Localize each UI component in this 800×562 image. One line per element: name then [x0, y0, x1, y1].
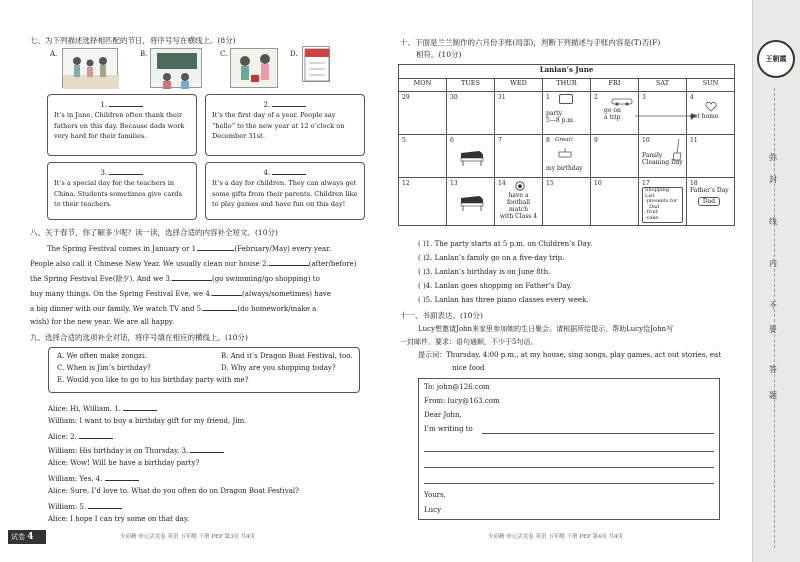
statement-1[interactable]: ( )1. The party starts at 5 p.m. on Children’s Day. — [418, 240, 593, 248]
fathers-day-picture — [62, 48, 118, 88]
writing-line-1[interactable] — [482, 433, 714, 434]
date-number: 7 — [498, 137, 502, 144]
note-presents-for: ·presents for — [645, 198, 678, 205]
passage-text: People also call it Chinese New Year. We usually clean our house 2. — [30, 260, 269, 268]
seal-char: 题 — [769, 391, 777, 400]
calendar-cell-party — [543, 92, 591, 135]
date-number: 11 — [690, 137, 698, 144]
football-icon — [515, 181, 525, 191]
hint-words-2: nice food — [452, 364, 485, 372]
dialog-line-3 — [48, 431, 113, 442]
seal-char: 要 — [769, 325, 777, 334]
date-number: 18 — [690, 180, 698, 187]
dialog-line-9: Alice: I hope I can try some on that day. — [48, 515, 190, 523]
section8-title: 八、关于春节，你了解多少呢？读一读，选择合适的内容补全短文。(10分) — [30, 228, 278, 237]
option-b: B. And it’s Dragon Boat Festival, too. — [221, 352, 353, 360]
seal-char: 线 — [769, 217, 777, 226]
lanlan-june-calendar — [398, 64, 735, 226]
calendar-cell-piano — [447, 135, 495, 178]
day-header-tues: TUES — [447, 79, 495, 92]
note-have-a: have a — [508, 192, 529, 199]
answer-blank-4[interactable] — [272, 167, 306, 175]
publisher-badge-text: 王朝霞 — [765, 54, 787, 63]
option-a: A. We often make zongzi. — [57, 352, 147, 360]
writing-prompt-1: Lucy想邀请John来家里参加她的生日聚会。请根据所给提示，帮助Lucy给John写 — [418, 325, 674, 333]
date-number: 31 — [498, 94, 506, 101]
date-number: 12 — [402, 180, 410, 187]
email-greeting: Dear John, — [424, 411, 462, 419]
day-header-sun: SUN — [687, 79, 735, 92]
writing-line-4[interactable] — [424, 483, 714, 484]
calendar-cell — [399, 135, 447, 178]
option-d: D. Why are you shopping today? — [221, 364, 336, 372]
passage-text: The Spring Festival comes in January or 1. — [47, 245, 199, 253]
festival-card-2 — [205, 94, 365, 156]
date-number: 5 — [402, 137, 406, 144]
right-footer-info: 少而精·单元活页卷 英语 五年级 下册 PEP 第4页 共4页 — [488, 534, 624, 540]
email-opening: I’m writing to — [424, 425, 473, 433]
dialog-line-2: William: I want to buy a birthday gift for my friend, Jim. — [48, 417, 247, 425]
new-year-calendar-picture — [302, 46, 330, 82]
dialog-text: William: Yes. 4. — [48, 475, 103, 483]
calendar-cell — [591, 135, 639, 178]
date-number: 30 — [450, 94, 458, 101]
passage-line-1 — [47, 243, 331, 254]
card-number: 3. — [100, 169, 108, 177]
day-header-wed: WED — [495, 79, 543, 92]
calendar-page-icon — [303, 47, 331, 83]
dialog-line-6 — [48, 473, 139, 484]
shopping-list-note — [642, 187, 683, 223]
passage-blank-5[interactable] — [203, 303, 237, 311]
section11-title: 十一、书面表达。(10分) — [400, 311, 483, 320]
writing-line-3[interactable] — [424, 467, 714, 468]
car-icon — [611, 96, 633, 106]
heart-icon — [705, 102, 717, 112]
option-d-label: D. — [290, 50, 298, 58]
writing-prompt-2: 一封邮件。要求：语句通顺，不少于5句话。 — [400, 338, 538, 346]
section7-title: 七、为下列描述选择相匹配的节日，将序号写在横线上。(8分) — [30, 36, 236, 45]
date-number: 17 — [642, 180, 650, 187]
date-number: 9 — [594, 137, 598, 144]
card-number: 4. — [263, 169, 271, 177]
calendar-cell-fathers-day — [687, 178, 735, 226]
calendar-cell — [399, 178, 447, 226]
passage-blank-3[interactable] — [172, 273, 212, 281]
statement-4[interactable]: ( )4. Lanlan goes shopping on Father’s Day. — [418, 282, 572, 290]
dialog-text: Alice: 2. — [48, 433, 77, 441]
seal-char: 弥 — [769, 153, 777, 162]
option-e: E. Would you like to go to his birthday party with me? — [57, 376, 249, 384]
answer-blank-2[interactable] — [272, 99, 306, 107]
card-text: It’s a special day for the teachers in China. Students sometimes give cards to their teachers. — [54, 179, 183, 208]
hint-words-1: 提示词：Thursday, 4:00 p.m., at my house, sing songs, play games, act out stories, eat — [418, 351, 722, 359]
note-trip-1: go on — [604, 107, 621, 114]
passage-text: (do homework/make a — [237, 305, 317, 313]
calendar-cell-piano — [447, 178, 495, 226]
card-text: It’s in June. Children often thank their fathers on this day. Because dads work very hard for their families. — [54, 111, 185, 140]
piano-icon — [459, 192, 485, 212]
date-number: 15 — [546, 180, 554, 187]
option-c-label: C. — [220, 50, 228, 58]
dialog-text: William: 5. — [48, 503, 87, 511]
card-text: It’s a day for children. They can always get some gifts from their parents. Children like to play games and have fun on this day! — [212, 179, 358, 208]
calendar-cell-shopping — [639, 178, 687, 226]
note-with-class-4: with Class 4 — [499, 213, 538, 220]
passage-blank-1[interactable] — [198, 243, 234, 251]
option-c: C. When is Jim’s birthday? — [57, 364, 151, 372]
exam-tag-label: 试卷 — [11, 533, 25, 541]
card-number: 1. — [100, 101, 108, 109]
family-illustration — [63, 49, 119, 89]
day-header-thur: THUR — [543, 79, 591, 92]
note-party-time: 5—8 p.m. — [546, 117, 575, 124]
passage-text: the Spring Festival Eve(除夕). And we 3. — [30, 275, 173, 283]
passage-line-6: wish) for the new year. We are all happy. — [30, 318, 175, 326]
day-header-fri: FRI — [591, 79, 639, 92]
date-number: 2 — [594, 94, 598, 101]
calendar-cell — [591, 178, 639, 226]
statement-5[interactable]: ( )5. Lanlan has three piano classes every week. — [418, 296, 589, 304]
email-to: To: john@126.com — [424, 383, 490, 391]
section10-title: 十、下面是兰兰制作的六月份手账(局部)，判断下列描述与手账内容是(T)否(F) — [400, 38, 661, 47]
dialog-blank-5[interactable] — [88, 501, 122, 509]
seal-margin-band — [752, 0, 800, 562]
date-number: 8 — [546, 137, 550, 144]
date-number: 14 — [498, 180, 506, 187]
exam-tag — [8, 530, 46, 544]
date-number: 4 — [690, 94, 694, 101]
passage-text: (after/before) — [308, 260, 357, 268]
dialog-blank-4[interactable] — [105, 473, 139, 481]
calendar-cell — [543, 178, 591, 226]
note-cake: ·cake — [645, 214, 659, 221]
dialog-line-1 — [48, 403, 157, 414]
date-number: 16 — [594, 180, 602, 187]
calendar-cell — [687, 135, 735, 178]
calendar-cell — [399, 92, 447, 135]
dialog-options-box — [48, 347, 360, 393]
dialog-blank-1[interactable] — [123, 403, 157, 411]
children-illustration — [231, 49, 279, 89]
note-cleaning-day: Cleaning Day — [642, 159, 683, 166]
calendar-cell-football — [495, 178, 543, 226]
passage-text: (always/sometimes) have — [242, 290, 332, 298]
passage-line-2 — [30, 258, 357, 269]
note-party: party — [546, 110, 563, 117]
dialog-line-5: Alice: Wow! Will he have a birthday party? — [48, 459, 200, 467]
passage-text: a big dinner with our family. We watch TV and 5. — [30, 305, 204, 313]
email-from: From: lucy@163.com — [424, 397, 500, 405]
passage-line-4 — [30, 288, 331, 299]
cake-icon — [557, 148, 573, 158]
date-number: 3 — [642, 94, 646, 101]
date-number: 6 — [450, 137, 454, 144]
childrens-day-picture — [230, 48, 278, 88]
calendar-cell-home — [687, 92, 735, 135]
festival-card-3 — [47, 162, 197, 220]
calendar-cell-trip — [591, 92, 639, 135]
passage-blank-2[interactable] — [269, 258, 309, 266]
section10-title-line2: 相符。(10分) — [416, 50, 462, 59]
dialog-line-4 — [48, 445, 224, 456]
date-number: 10 — [642, 137, 650, 144]
answer-blank-3[interactable] — [109, 167, 143, 175]
answer-blank-1[interactable] — [109, 99, 143, 107]
seal-char: 不 — [769, 301, 777, 310]
gift-icon — [559, 94, 573, 104]
festival-card-4 — [205, 162, 365, 220]
date-number: 29 — [402, 94, 410, 101]
email-signature: Lucy — [424, 506, 442, 514]
teachers-day-picture — [150, 48, 202, 88]
note-trip-2: a trip — [604, 114, 621, 121]
option-a-label: A. — [50, 50, 58, 58]
note-family: Family — [642, 152, 663, 159]
dialog-text: Alice: Hi, William. 1. — [48, 405, 121, 413]
note-football-match: football match — [506, 199, 531, 213]
calendar-title: Lanlan’s June — [399, 65, 735, 79]
section9-title: 九、选择合适的选项补全对话，将序号填在相应的横线上。(10分) — [30, 333, 248, 342]
exam-tag-number: 4 — [27, 532, 34, 542]
seal-char: 内 — [769, 259, 777, 268]
note-fruit: ·fruit — [645, 209, 658, 216]
statement-3[interactable]: ( )3. Lanlan’s birthday is on June 8th. — [418, 268, 551, 276]
dialog-line-7: Alice: Sure, I’d love to. What do you often do on Dragon Boat Festival? — [48, 487, 299, 495]
date-number: 13 — [450, 180, 458, 187]
note-dad: Dad — [649, 203, 660, 210]
calendar-cell — [495, 135, 543, 178]
seal-char: 答 — [769, 365, 777, 374]
email-closing: Yours, — [424, 491, 446, 499]
passage-blank-4[interactable] — [212, 288, 242, 296]
left-footer-info: 少而精·单元活页卷 英语 五年级 下册 PEP 第3页 共4页 — [120, 534, 256, 540]
card-number: 2. — [263, 101, 271, 109]
passage-line-3 — [30, 273, 320, 284]
calendar-cell — [639, 92, 687, 135]
note-my-birthday: my birthday — [546, 165, 583, 172]
note-shopping-list: Shopping List — [645, 187, 670, 199]
option-b-label: B. — [140, 50, 148, 58]
dad-card-icon: Dad — [698, 197, 720, 206]
statement-2[interactable]: ( )2. Lanlan’s family go on a five-day trip. — [418, 254, 565, 262]
passage-text: (go swimming/go shopping) to — [212, 275, 320, 283]
day-header-mon: MON — [399, 79, 447, 92]
calendar-cell — [447, 92, 495, 135]
dialog-blank-2[interactable] — [79, 431, 113, 439]
piano-icon — [459, 147, 485, 167]
card-text: It’s the first day of a year. People say “hello” to the new year at 12 o’clock on December 31st. — [212, 111, 345, 140]
writing-line-2[interactable] — [424, 451, 714, 452]
seal-char: 封 — [769, 175, 777, 184]
calendar-cell-cleaning — [639, 135, 687, 178]
dialog-text: William: His birthday is on Thursday. 3. — [48, 447, 189, 455]
day-header-sat: SAT — [639, 79, 687, 92]
classroom-illustration — [151, 49, 203, 89]
dialog-line-8 — [48, 501, 122, 512]
festival-card-1 — [47, 94, 197, 156]
date-number: 1 — [546, 94, 550, 101]
calendar-cell-birthday — [543, 135, 591, 178]
passage-text: (February/May) every year. — [234, 245, 331, 253]
note-great: Great! — [555, 137, 573, 143]
note-get-home: get home — [690, 113, 719, 120]
broom-icon — [673, 139, 683, 161]
dialog-blank-3[interactable] — [190, 445, 224, 453]
passage-line-5 — [30, 303, 316, 314]
publisher-badge-icon — [757, 40, 795, 78]
note-fathers-day: Father’s Day — [690, 187, 729, 194]
calendar-cell — [495, 92, 543, 135]
passage-text: buy many things. On the Spring Festival Eve, we 4. — [30, 290, 213, 298]
